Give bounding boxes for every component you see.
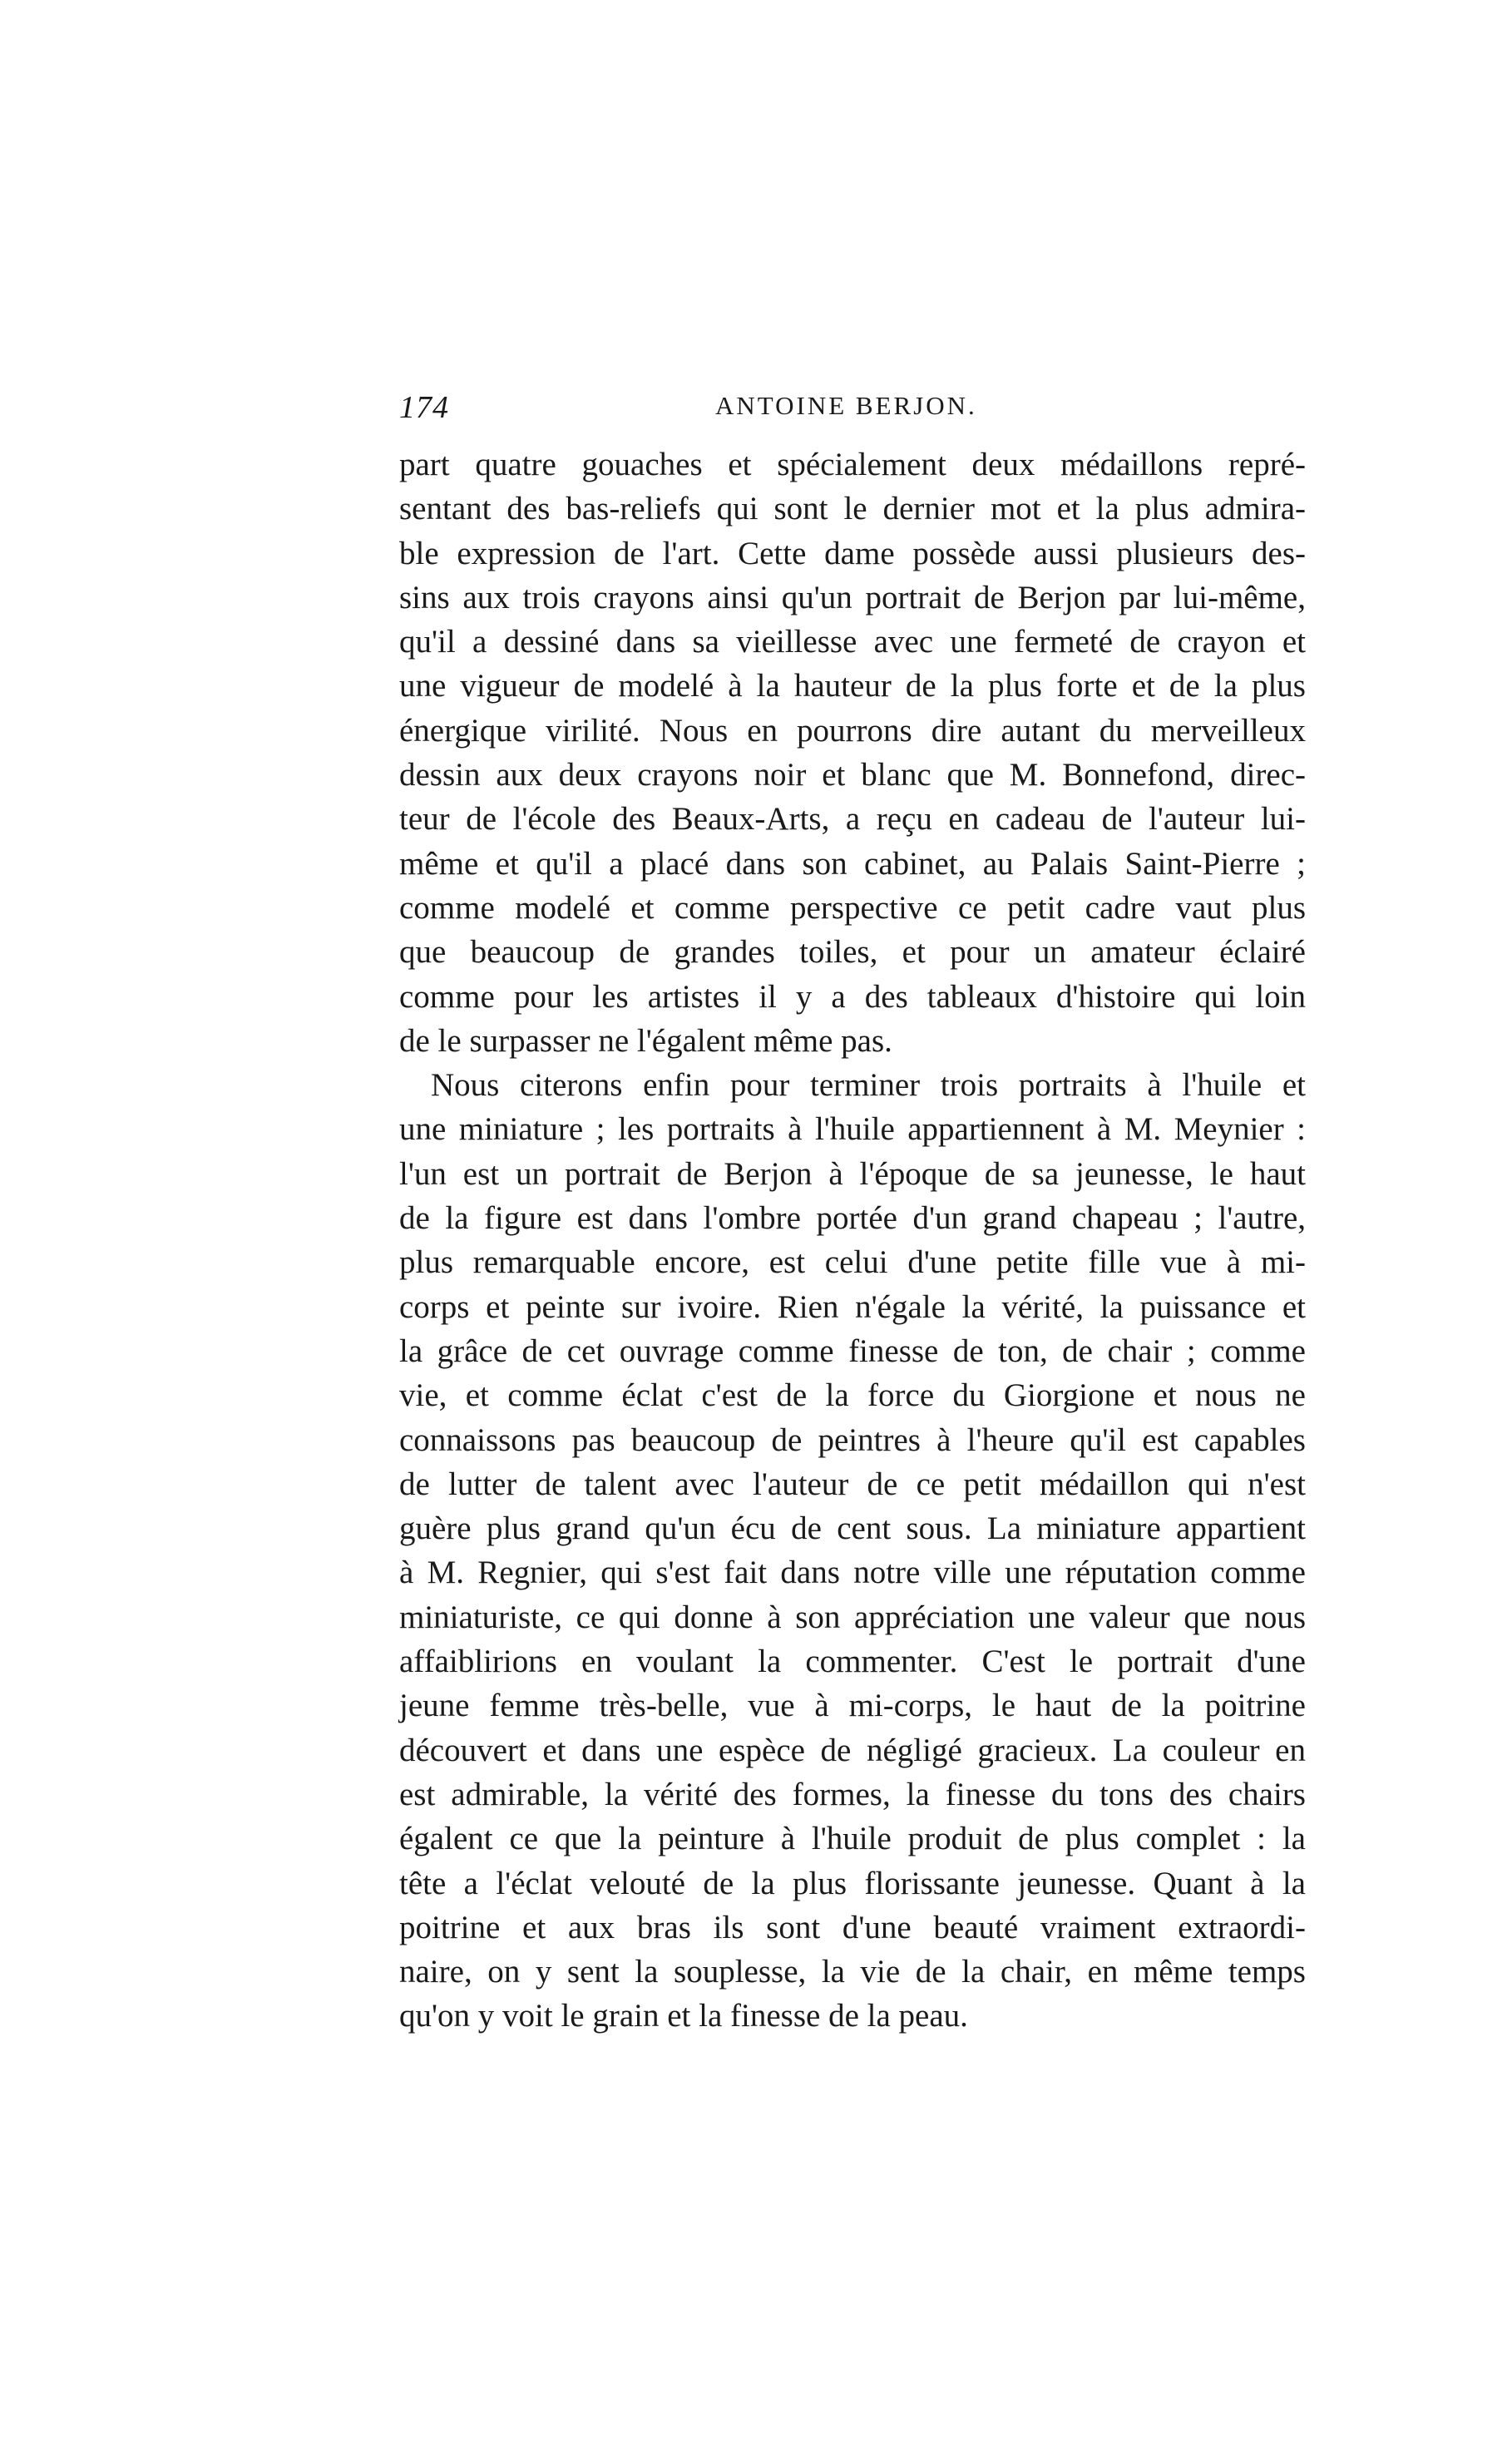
text-line: part quatre gouaches et spécialement deux médaillons repré-	[399, 447, 1306, 482]
text-line: l'un est un portrait de Berjon à l'époque de sa jeunesse, le haut	[399, 1155, 1306, 1192]
text-line: découvert et dans une espèce de négligé gracieux. La couleur en	[399, 1732, 1306, 1768]
text-line: de lutter de talent avec l'auteur de ce petit médaillon qui n'est	[399, 1466, 1306, 1502]
text-line: jeune femme très-belle, vue à mi-corps, le haut de la poitrine	[399, 1688, 1306, 1724]
text-line: une miniature ; les portraits à l'huile appartiennent à M. Meynier :	[399, 1111, 1306, 1148]
text-line: sentant des bas-reliefs qui sont le dernier mot et la plus admira-	[399, 491, 1306, 527]
text-line: corps et peinte sur ivoire. Rien n'égale la vérité, la puissance et	[399, 1288, 1306, 1325]
text-line: connaissons pas beaucoup de peintres à l'heure qu'il est capables	[399, 1421, 1306, 1458]
text-line: comme pour les artistes il y a des tableaux d'histoire qui loin	[399, 978, 1306, 1015]
page-header	[399, 389, 1306, 439]
text-line: est admirable, la vérité des formes, la finesse du tons des chairs	[399, 1776, 1306, 1812]
text-line: ble expression de l'art. Cette dame possède aussi plusieurs des-	[399, 535, 1306, 571]
text-line: égalent ce que la peinture à l'huile produit de plus complet : la	[399, 1821, 1306, 1857]
text-line: de la figure est dans l'ombre portée d'un grand chapeau ; l'autre,	[399, 1200, 1306, 1237]
text-line: poitrine et aux bras ils sont d'une beauté vraiment extraordi-	[399, 1909, 1306, 1945]
text-line: même et qu'il a placé dans son cabinet, au Palais Saint-Pierre ;	[399, 845, 1306, 882]
text-line: qu'il a dessiné dans sa vieillesse avec une fermeté de crayon et	[399, 624, 1306, 660]
text-line: miniaturiste, ce qui donne à son appréciation une valeur que nous	[399, 1599, 1306, 1635]
text-line: à M. Regnier, qui s'est fait dans notre ville une réputation comme	[399, 1555, 1306, 1591]
text-line: vie, et comme éclat c'est de la force du Giorgione et nous ne	[399, 1377, 1306, 1414]
text-line: une vigueur de modelé à la hauteur de la plus forte et de la plus	[399, 668, 1306, 704]
body-text	[399, 442, 1306, 2039]
text-line: que beaucoup de grandes toiles, et pour un amateur éclairé	[399, 934, 1306, 971]
text-line: dessin aux deux crayons noir et blanc que M. Bonnefond, direc-	[399, 757, 1306, 793]
text-line: plus remarquable encore, est celui d'une petite fille vue à mi-	[399, 1244, 1306, 1281]
text-line: affaiblirions en voulant la commenter. C'est le portrait d'une	[399, 1644, 1306, 1680]
text-line: de le surpasser ne l'égalent même pas.	[399, 1022, 892, 1059]
text-line: sins aux trois crayons ainsi qu'un portrait de Berjon par lui-même,	[399, 579, 1306, 615]
text-line: énergique virilité. Nous en pourrons dire autant du merveilleux	[399, 712, 1306, 749]
text-line: guère plus grand qu'un écu de cent sous. La miniature appartient	[399, 1510, 1306, 1547]
text-line: la grâce de cet ouvrage comme finesse de ton, de chair ; comme	[399, 1332, 1306, 1369]
text-line: teur de l'école des Beaux-Arts, a reçu en cadeau de l'auteur lui-	[399, 801, 1306, 838]
text-line: comme modelé et comme perspective ce petit cadre vaut plus	[399, 889, 1306, 926]
text-line: Nous citerons enfin pour terminer trois portraits à l'huile et	[431, 1067, 1306, 1104]
running-head: ANTOINE BERJON.	[715, 391, 977, 420]
text-line: tête a l'éclat velouté de la plus florissante jeunesse. Quant à la	[399, 1865, 1306, 1901]
text-line: qu'on y voit le grain et la finesse de la peau.	[399, 1998, 968, 2034]
page-number: 174	[399, 390, 449, 425]
text-line: naire, on y sent la souplesse, la vie de la chair, en même temps	[399, 1954, 1306, 1990]
